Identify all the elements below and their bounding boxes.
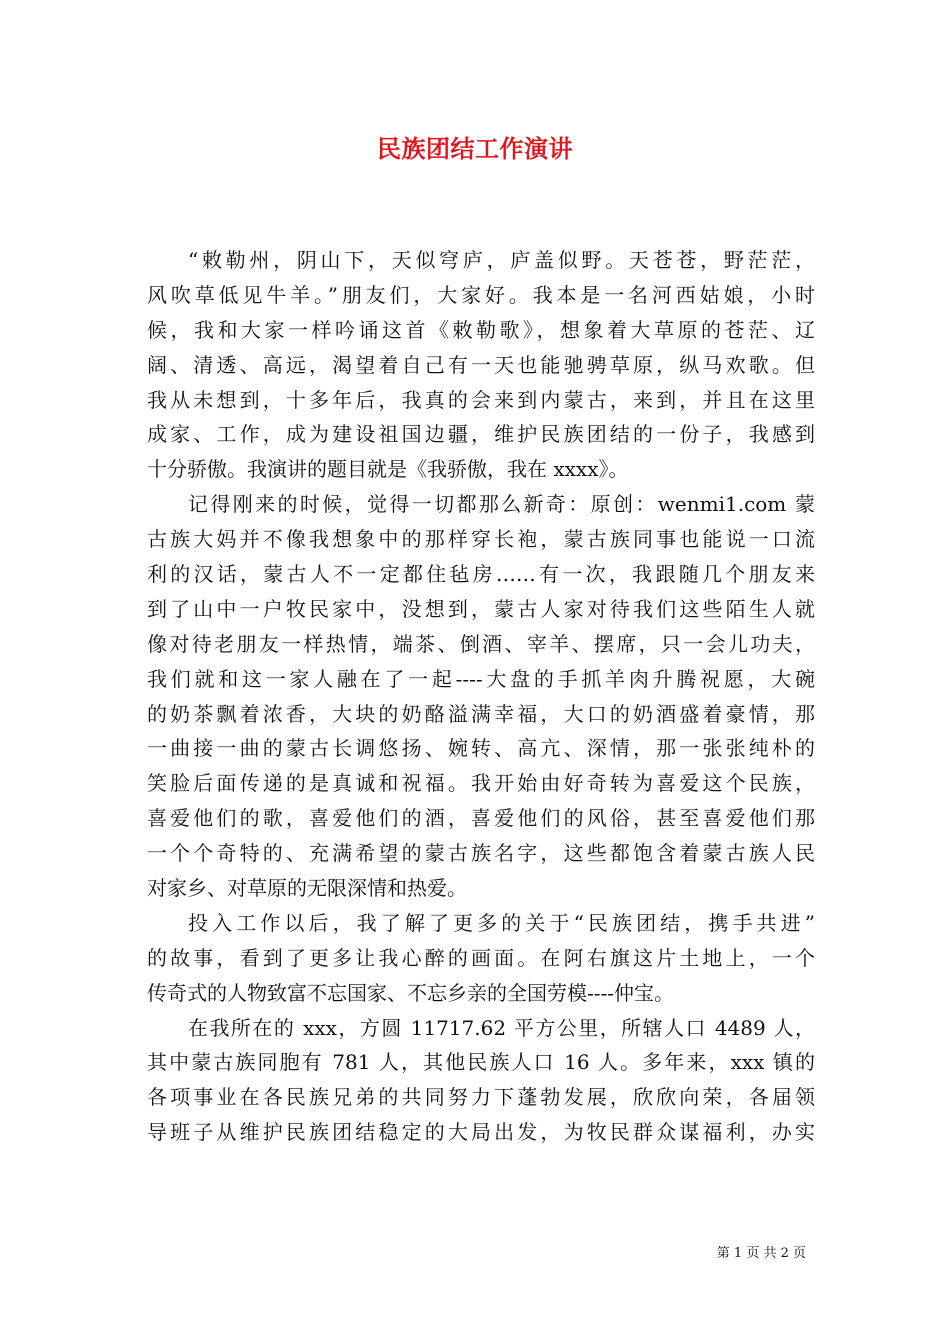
text-line: 各项事业在各民族兄弟的共同努力下蓬勃发展，欣欣向荣，各届领	[147, 1085, 815, 1110]
text-line: 的故事，看到了更多让我心醉的画面。在阿右旗这片土地上，一个	[147, 945, 815, 970]
text-line: 投入工作以后，我了解了更多的关于“民族团结，携手共进”	[188, 910, 815, 935]
text-line: 对家乡、对草原的无限深情和热爱。	[147, 876, 467, 901]
text-line: 喜爱他们的歌，喜爱他们的酒，喜爱他们的风俗，甚至喜爱他们那	[147, 806, 815, 831]
text-line: 一个个奇特的、充满希望的蒙古族名字，这些都饱含着蒙古族人民	[147, 841, 815, 866]
text-line: 记得刚来的时候，觉得一切都那么新奇：原创：wenmi1.com 蒙	[188, 492, 815, 517]
text-line: 传奇式的人物致富不忘国家、不忘乡亲的全国劳模----仲宝。	[147, 980, 675, 1005]
text-line: 到了山中一户牧民家中，没想到，蒙古人家对待我们这些陌生人就	[147, 596, 815, 621]
text-line: 利的汉话，蒙古人不一定都住毡房……有一次，我跟随几个朋友来	[147, 562, 815, 587]
text-line: 笑脸后面传递的是真诚和祝福。我开始由好奇转为喜爱这个民族，	[147, 771, 815, 796]
text-line: 我们就和这一家人融在了一起----大盘的手抓羊肉升腾祝愿，大碗	[147, 666, 815, 691]
document-body	[147, 243, 815, 1150]
text-line: 我从未想到，十多年后，我真的会来到内蒙古，来到，并且在这里	[147, 387, 815, 412]
text-line: “敕勒州，阴山下，天似穹庐，庐盖似野。天苍苍，野茫茫，	[188, 248, 815, 272]
text-line: 在我所在的 xxx，方圆 11717.62 平方公里，所辖人口 4489 人，	[188, 1015, 815, 1040]
text-line: 十分骄傲。我演讲的题目就是《我骄傲，我在 xxxx》。	[147, 457, 629, 482]
text-line: 一曲接一曲的蒙古长调悠扬、婉转、高亢、深情，那一张张纯朴的	[147, 736, 815, 761]
text-line: 古族大妈并不像我想象中的那样穿长袍，蒙古族同事也能说一口流	[147, 527, 815, 552]
text-line: 其中蒙古族同胞有 781 人，其他民族人口 16 人。多年来，xxx 镇的	[147, 1050, 815, 1075]
text-line: 导班子从维护民族团结稳定的大局出发，为牧民群众谋福利，办实	[147, 1120, 815, 1145]
text-line: 阔、清透、高远，渴望着自己有一天也能驰骋草原，纵马欢歌。但	[147, 352, 815, 377]
page-number-footer: 第 1 页 共 2 页	[716, 1246, 806, 1261]
text-line: 的奶茶飘着浓香，大块的奶酪溢满幸福，大口的奶酒盛着豪情，那	[147, 701, 815, 726]
text-line: 像对待老朋友一样热情，端茶、倒酒、宰羊、摆席，只一会儿功夫，	[147, 631, 815, 656]
document-title: 民族团结工作演讲	[377, 134, 573, 163]
text-line: 成家、工作，成为建设祖国边疆，维护民族团结的一份子，我感到	[147, 422, 815, 447]
text-line: 风吹草低见牛羊。”朋友们，大家好。我本是一名河西姑娘，小时	[147, 282, 815, 307]
text-line: 候，我和大家一样吟诵这首《敕勒歌》，想象着大草原的苍茫、辽	[147, 317, 815, 342]
